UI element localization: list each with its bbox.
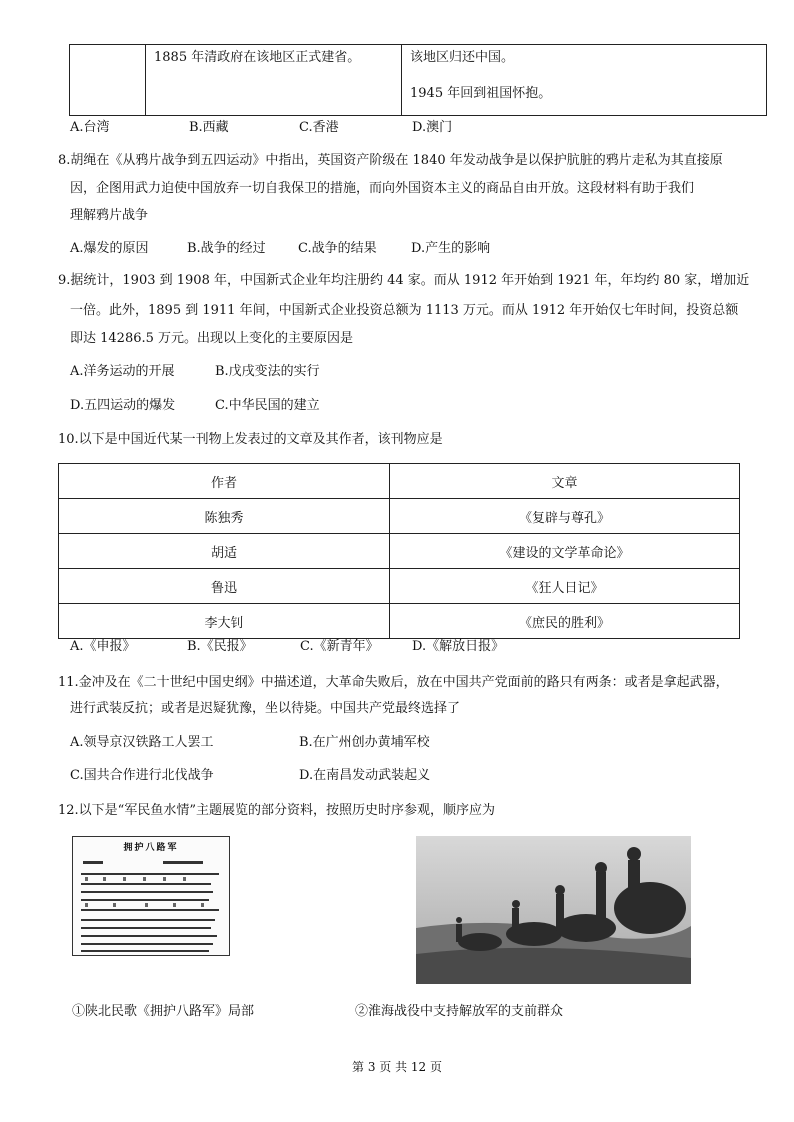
table-row xyxy=(70,45,767,116)
table-row xyxy=(59,604,740,639)
q7-cell-2-line-2: 1945 年回到祖国怀抱。 xyxy=(410,86,552,101)
q11-line-1: 11.金冲及在《二十世纪中国史纲》中描述道，大革命失败后，放在中国共产党面前的路只有两条：或者是拿起武器， xyxy=(58,675,729,690)
q9-option-c: C.中华民国的建立 xyxy=(215,398,320,413)
q7-cell-0 xyxy=(70,45,146,116)
q11-option-b: B.在广州创办黄埔军校 xyxy=(299,735,430,750)
q7-table xyxy=(69,44,767,116)
q10-stem: 10.以下是中国近代某一刊物上发表过的文章及其作者，该刊物应是 xyxy=(58,432,443,447)
table-row xyxy=(59,569,740,604)
table-header-row xyxy=(59,464,740,499)
q7-option-d: D.澳门 xyxy=(412,120,453,135)
q12-stem: 12.以下是“军民鱼水情”主题展览的部分资料，按照历史时序参观，顺序应为 xyxy=(58,803,495,818)
q8-line-3: 理解鸦片战争 xyxy=(70,208,149,223)
page-footer: 第 3 页 共 12 页 xyxy=(352,1060,442,1074)
q10-article: 《狂人日记》 xyxy=(390,569,740,604)
q10-table xyxy=(58,463,740,639)
q10-author: 胡适 xyxy=(59,534,390,569)
score-title: 拥护八路军 xyxy=(123,843,179,853)
q10-option-c: C.《新青年》 xyxy=(300,639,379,654)
q7-cell-2 xyxy=(402,45,767,116)
q9-option-a: A.洋务运动的开展 xyxy=(70,364,175,379)
q12-caption-2: ②淮海战役中支持解放军的支前群众 xyxy=(355,1004,564,1019)
q8-line-1: 8.胡绳在《从鸦片战争到五四运动》中指出，英国资产阶级在 1840 年发动战争是以保护肮脏的鸦片走私为其直接原 xyxy=(58,153,723,168)
q8-option-d: D.产生的影响 xyxy=(411,241,491,256)
q10-article: 《建设的文学革命论》 xyxy=(390,534,740,569)
q8-option-a: A.爆发的原因 xyxy=(70,241,149,256)
q10-option-a: A.《申报》 xyxy=(70,639,136,654)
q11-option-c: C.国共合作进行北伐战争 xyxy=(70,768,214,783)
q10-header-author: 作者 xyxy=(59,464,390,499)
q7-option-a: A.台湾 xyxy=(70,120,110,135)
q7-option-b: B.西藏 xyxy=(189,120,229,135)
q9-line-3: 即达 14286.5 万元。出现以上变化的主要原因是 xyxy=(70,331,354,346)
q9-line-2: 一倍。此外，1895 到 1911 年间，中国新式企业投资总额为 1113 万元。而从 1912 年开始仅七年时间，投资总额 xyxy=(70,303,739,318)
q8-option-b: B.战争的经过 xyxy=(187,241,266,256)
q7-cell-1: 1885 年清政府在该地区正式建省。 xyxy=(146,45,402,116)
table-row xyxy=(59,534,740,569)
q9-option-b: B.戊戌变法的实行 xyxy=(215,364,320,379)
q10-author: 陈独秀 xyxy=(59,499,390,534)
q10-article: 《复辟与尊孔》 xyxy=(390,499,740,534)
q8-line-2: 因，企图用武力迫使中国放弃一切自我保卫的措施，而向外国资本主义的商品自由开放。这段材料有助于我们 xyxy=(70,181,695,196)
supply-crowd-photo-icon xyxy=(416,836,691,984)
q10-author: 李大钊 xyxy=(59,604,390,639)
q10-article: 《庶民的胜利》 xyxy=(390,604,740,639)
q10-option-b: B.《民报》 xyxy=(187,639,253,654)
q10-author: 鲁迅 xyxy=(59,569,390,604)
q9-line-1: 9.据统计，1903 到 1908 年，中国新式企业年均注册约 44 家。而从 1912 年开始到 1921 年，年均约 80 家，增加近 xyxy=(58,273,750,288)
q11-option-a: A.领导京汉铁路工人罢工 xyxy=(70,735,214,750)
q10-header-article: 文章 xyxy=(390,464,740,499)
score-image xyxy=(72,836,230,956)
q11-line-2: 进行武装反抗；或者是迟疑犹豫，坐以待毙。中国共产党最终选择了 xyxy=(70,701,461,716)
q11-option-d: D.在南昌发动武装起义 xyxy=(299,768,431,783)
q10-option-d: D.《解放日报》 xyxy=(412,639,505,654)
q7-cell-2-line-1: 该地区归还中国。 xyxy=(410,50,515,65)
photo-image xyxy=(416,836,691,984)
q12-caption-1: ①陕北民歌《拥护八路军》局部 xyxy=(72,1004,255,1019)
q8-option-c: C.战争的结果 xyxy=(298,241,377,256)
score-notation-icon xyxy=(73,837,229,955)
table-row xyxy=(59,499,740,534)
q9-option-d: D.五四运动的爆发 xyxy=(70,398,176,413)
q7-option-c: C.香港 xyxy=(299,120,339,135)
